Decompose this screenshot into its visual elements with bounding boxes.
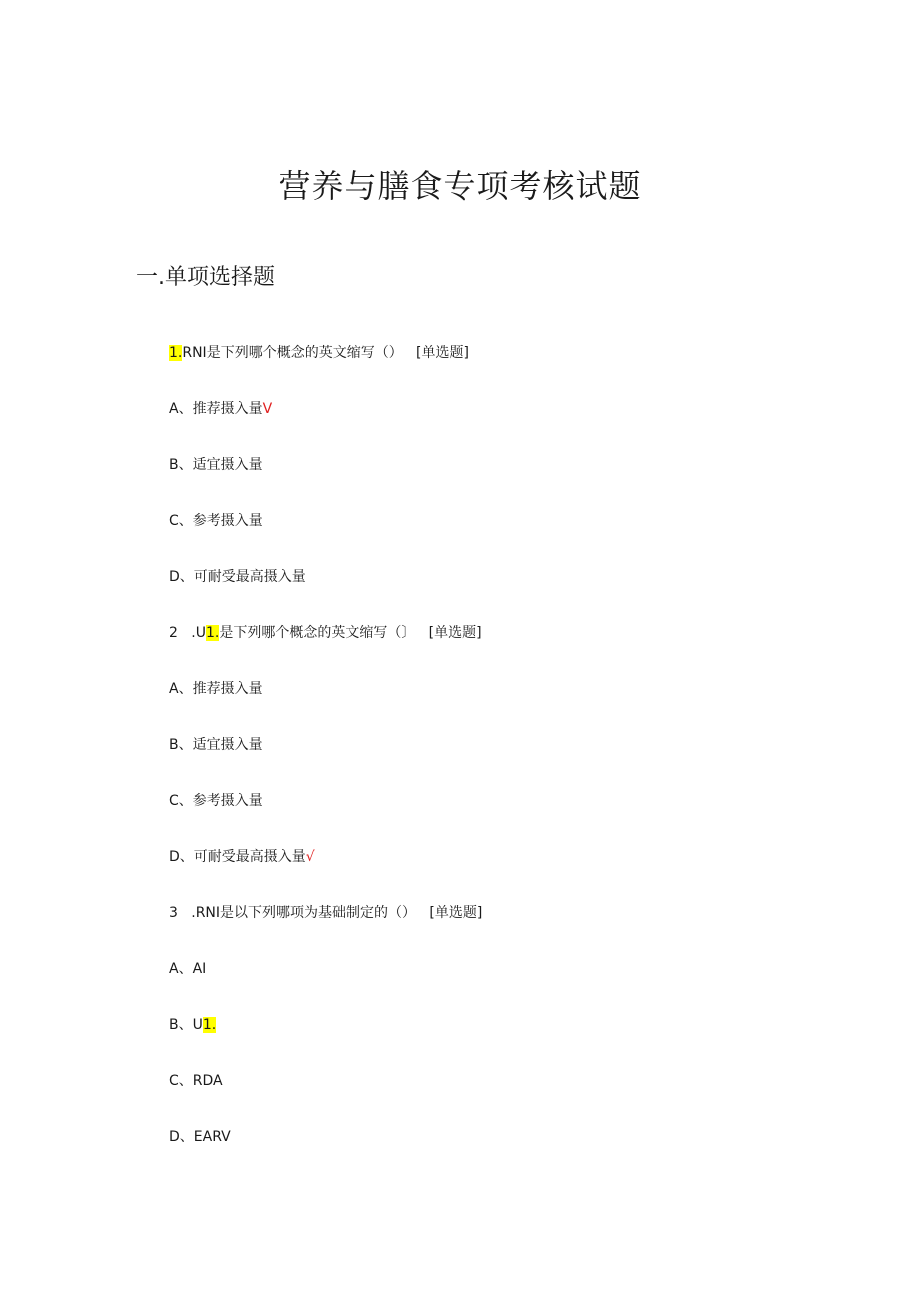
question-3-stem xyxy=(169,902,482,924)
question-3-option-c xyxy=(169,1070,223,1092)
question-text: 是下列哪个概念的英文缩写（〕 [单选题] xyxy=(219,625,482,641)
question-1-option-c xyxy=(169,510,263,532)
option-text: A、AI xyxy=(169,961,207,977)
question-3-option-d xyxy=(169,1126,231,1148)
question-2-option-c xyxy=(169,790,263,812)
option-text: D、EARV xyxy=(169,1129,231,1145)
option-text: C、参考摄入量 xyxy=(169,513,263,529)
question-1-stem xyxy=(169,342,469,364)
correct-check-icon: V xyxy=(262,401,273,417)
option-text: D、可耐受最高摄入量 xyxy=(169,569,306,585)
option-text: A、推荐摄入量 xyxy=(169,681,263,697)
question-2-option-a xyxy=(169,678,263,700)
document-title: 营养与膳食专项考核试题 xyxy=(278,167,642,205)
question-text: RNI是下列哪个概念的英文缩写（） [单选题] xyxy=(182,345,469,361)
option-text: B、适宜摄入量 xyxy=(169,457,263,473)
correct-check-icon: √ xyxy=(305,849,315,865)
option-text: C、参考摄入量 xyxy=(169,793,263,809)
question-2-stem xyxy=(169,622,482,644)
question-3-option-a xyxy=(169,958,206,980)
option-text: A、推荐摄入量 xyxy=(169,401,263,417)
highlight-mark: 1. xyxy=(169,345,183,361)
option-text: D、可耐受最高摄入量 xyxy=(169,849,306,865)
option-text: C、RDA xyxy=(169,1073,223,1089)
section-heading: 一.单项选择题 xyxy=(136,265,275,290)
question-3-option-b xyxy=(169,1014,216,1036)
option-text: B、适宜摄入量 xyxy=(169,737,263,753)
question-1-option-a xyxy=(169,398,272,420)
question-prefix: 2 .U xyxy=(169,625,206,641)
question-1-option-b xyxy=(169,454,263,476)
option-text: B、U xyxy=(169,1017,203,1033)
question-2-option-b xyxy=(169,734,263,756)
question-1-option-d xyxy=(169,566,306,588)
question-text: 3 .RNI是以下列哪项为基础制定的（） [单选题] xyxy=(169,905,483,921)
highlight-mark: 1. xyxy=(202,1017,217,1033)
question-2-option-d xyxy=(169,846,315,868)
highlight-mark: 1. xyxy=(205,625,220,641)
